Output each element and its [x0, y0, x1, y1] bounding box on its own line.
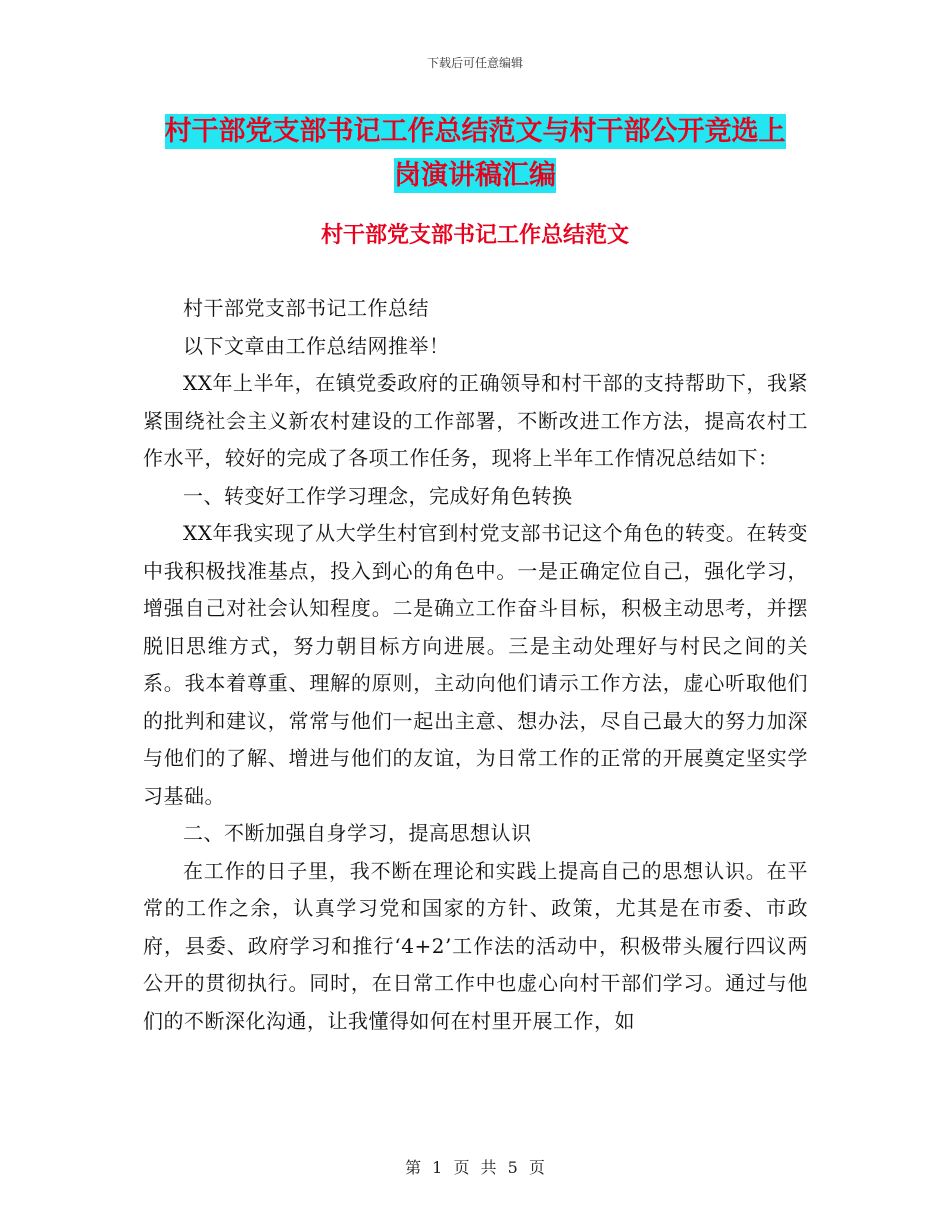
- header-note: 下载后可任意编辑: [426, 56, 523, 70]
- document-title: [140, 110, 810, 198]
- page-indicator: 第 1 页 共 5 页: [405, 1158, 545, 1177]
- paragraph-recommendation: 以下文章由工作总结网推举！: [183, 333, 450, 358]
- paragraph-heading-one: 一、转变好工作学习理念，完成好角色转换: [183, 483, 573, 508]
- paragraph-study: 在工作的日子里，我不断在理论和实践上提高自己的思想认识。在平常的工作之余，认真学习党和国家的方针、政策，尤其是在市委、市政府，县委、政府学习和推行‘4+2’工作法的活动中，积极带头履行四议两公开的贯彻执行。同时，在日常工作中也虚心向村干部们学习。通过与他们的不断深化沟通，让我懂得如何在村里开展工作，如: [143, 858, 808, 1033]
- paragraph-role-change: XX年我实现了从大学生村官到村党支部书记这个角色的转变。在转变中我积极找准基点，投入到心的角色中。一是正确定位自己，强化学习，增强自己对社会认知程度。二是确立工作奋斗目标，积极主动思考，并摆脱旧思维方式，努力朝目标方向进展。三是主动处理好与村民之间的关系。我本着尊重、理解的原则，主动向他们请示工作方法，虚心听取他们的批判和建议，常常与他们一起出主意、想办法，尽自己最大的努力加深与他们的了解、增进与他们的友谊，为日常工作的正常的开展奠定坚实学习基础。: [143, 521, 808, 808]
- document-title-line-2: 岗演讲稿汇编: [394, 160, 556, 191]
- document-title-line-1: 村干部党支部书记工作总结范文与村干部公开竞选上: [164, 116, 786, 147]
- section-heading: 村干部党支部书记工作总结范文: [320, 223, 629, 248]
- paragraph-intro: XX年上半年，在镇党委政府的正确领导和村干部的支持帮助下，我紧紧围绕社会主义新农村建设的工作部署，不断改进工作方法，提高农村工作水平，较好的完成了各项工作任务，现将上半年工作情况总结如下：: [143, 371, 808, 470]
- paragraph-subtitle: 村干部党支部书记工作总结: [183, 296, 429, 320]
- paragraph-heading-two: 二、不断加强自身学习，提高思想认识: [183, 821, 532, 845]
- document-body: [143, 290, 808, 1040]
